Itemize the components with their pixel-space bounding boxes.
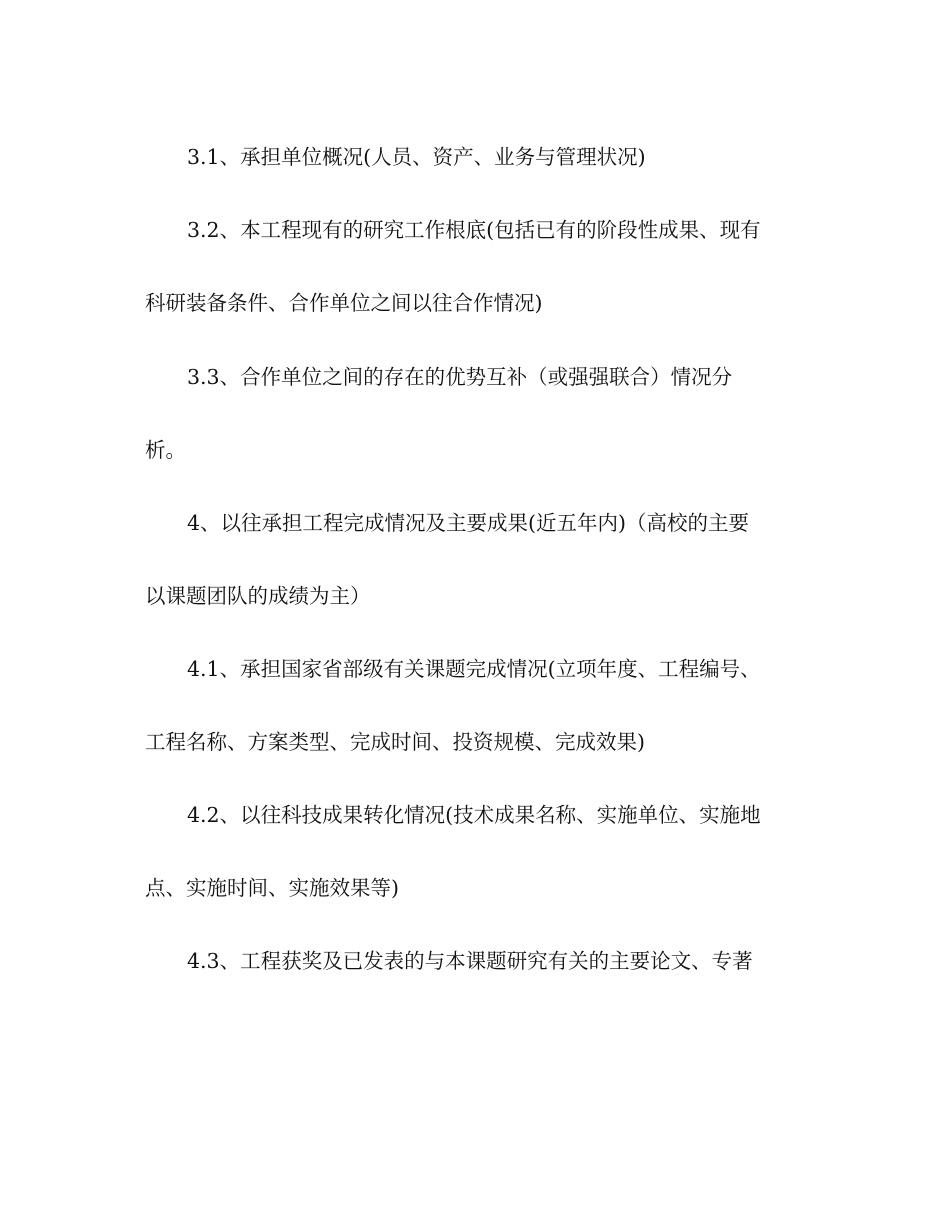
paragraph-4-line-1: 4、以往承担工程完成情况及主要成果(近五年内)（高校的主要 <box>187 511 750 535</box>
paragraph-4-3-line-1: 4.3、工程获奖及已发表的与本课题研究有关的主要论文、专著 <box>187 949 753 973</box>
paragraph-4-1-line-2: 工程名称、方案类型、完成时间、投资规模、完成效果) <box>145 730 645 754</box>
paragraph-4-1-line-1: 4.1、承担国家省部级有关课题完成情况(立项年度、工程编号、 <box>187 657 761 681</box>
paragraph-3-1: 3.1、承担单位概况(人员、资产、业务与管理状况) <box>187 145 646 169</box>
paragraph-4-2-line-1: 4.2、以往科技成果转化情况(技术成果名称、实施单位、实施地 <box>187 803 761 827</box>
paragraph-4-line-2: 以课题团队的成绩为主） <box>145 584 371 608</box>
paragraph-3-2-line-1: 3.2、本工程现有的研究工作根底(包括已有的阶段性成果、现有 <box>187 218 761 242</box>
paragraph-4-2-line-2: 点、实施时间、实施效果等) <box>145 876 399 900</box>
paragraph-3-2-line-2: 科研装备条件、合作单位之间以往合作情况) <box>145 291 543 315</box>
paragraph-3-3-line-1: 3.3、合作单位之间的存在的优势互补（或强强联合）情况分 <box>187 365 733 389</box>
paragraph-3-3-line-2: 析。 <box>145 438 186 462</box>
